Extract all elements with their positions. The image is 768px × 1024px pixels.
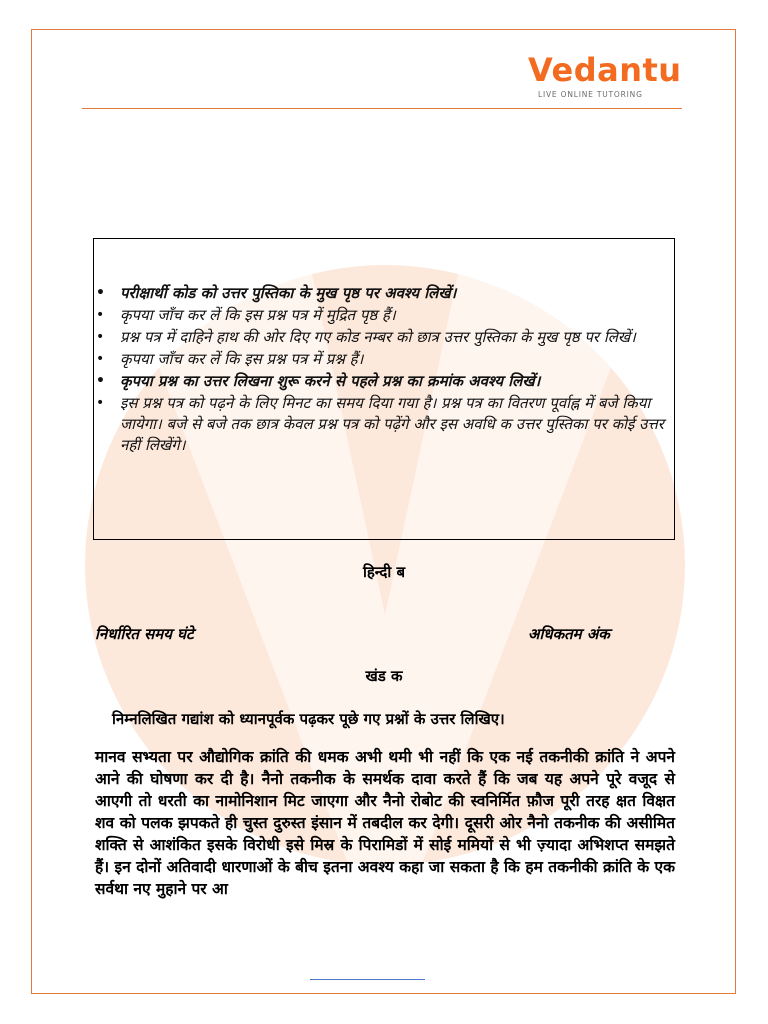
bullet-icon: •	[96, 285, 105, 301]
bullet-icon: •	[96, 307, 105, 323]
bullet-icon: •	[96, 351, 105, 367]
logo-tagline: LIVE ONLINE TUTORING	[538, 90, 643, 99]
section-title: खंड क	[365, 667, 403, 685]
bullet-icon: •	[96, 395, 105, 411]
instruction-item	[96, 327, 670, 348]
instruction-item	[96, 305, 670, 326]
bullet-icon: •	[96, 373, 105, 389]
bullet-icon: •	[96, 329, 105, 345]
footer-divider	[310, 979, 425, 980]
instruction-text: परीक्षार्थी कोड को उत्तर पुस्तिका के मुख पृष्ठ पर अवश्य लिखें।	[120, 284, 457, 302]
instruction-item	[96, 371, 670, 392]
instruction-text: कृपया प्रश्न का उत्तर लिखना शुरू करने से पहले प्रश्न का क्रमांक अवश्य लिखें।	[120, 372, 541, 390]
passage-text: मानव सभ्यता पर औद्योगिक क्रांति की धमक अभी थमी भी नहीं कि एक नई तकनीकी क्रांति ने अपने आने की घोषणा कर दी है। नैनो तकनीक के समर्थक दावा करते हैं कि जब यह अपने पूरे वजूद से आएगी तो धरती का नामोनिशान मिट जाएगा और नैनो रोबोट की स्वनिर्मित फ़ौज पूरी तरह क्षत विक्षत शव को पलक झपकते ही चुस्त दुरुस्त इंसान में तबदील कर देगी। दूसरी ओर नैनो तकनीक की असीमित शक्ति से आशंकित इसके विरोधी इसे मिस्र के पिरामिडों में सोई ममियों से भी ज़्यादा अभिशप्त समझते हैं। इन दोनों अतिवादी धारणाओं के बीच इतना अवश्य कहा जा सकता है कि हम तकनीकी क्रांति के एक सर्वथा नए मुहाने पर आ	[95, 748, 675, 898]
instruction-text: कृपया जाँच कर लें कि इस प्रश्न पत्र में मुद्रित पृष्ठ हैं।	[120, 306, 396, 324]
question-instruction: निम्नलिखित गद्यांश को ध्यानपूर्वक पढ़कर पूछे गए प्रश्नों के उत्तर लिखिए।	[112, 710, 505, 728]
instruction-text: इस प्रश्न पत्र को पढ़ने के लिए मिनट का समय दिया गया है। प्रश्न पत्र का वितरण पूर्वाह्न में बजे किया जायेगा। बजे से बजे तक छात्र केवल प्रश्न पत्र को पढ़ेंगे और इस अवधि क उत्तर पुस्तिका पर कोई उत्तर नहीं लिखेंगे।	[120, 394, 664, 454]
vedantu-logo	[528, 50, 682, 102]
instruction-text: प्रश्न पत्र में दाहिने हाथ की ओर दिए गए कोड नम्बर को छात्र उत्तर पुस्तिका के मुख पृष्ठ पर लिखें।	[120, 328, 636, 346]
instruction-item	[96, 393, 670, 456]
time-allowed: निर्धारित समय घंटे	[95, 625, 194, 643]
instruction-item	[96, 349, 670, 370]
instructions-list	[96, 283, 670, 457]
header-divider	[82, 108, 682, 109]
logo-wordmark: Vedantu	[528, 51, 682, 89]
instructions-box	[93, 238, 675, 540]
max-marks: अधिकतम अंक	[528, 625, 610, 643]
instruction-text: कृपया जाँच कर लें कि इस प्रश्न पत्र में प्रश्न हैं।	[120, 350, 364, 368]
paper-title: हिन्दी ब	[362, 563, 406, 581]
instruction-item	[96, 283, 670, 304]
